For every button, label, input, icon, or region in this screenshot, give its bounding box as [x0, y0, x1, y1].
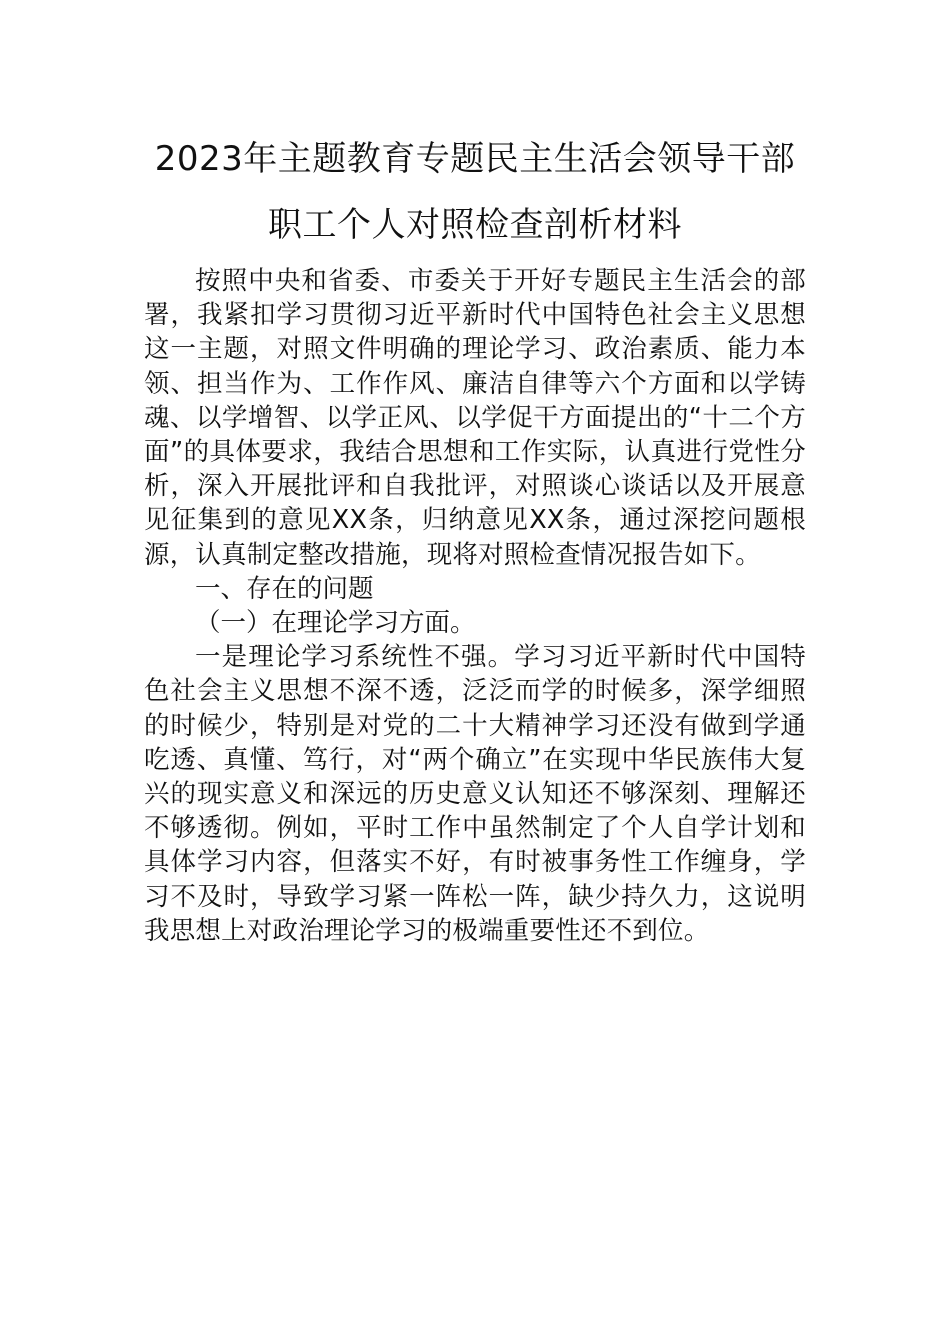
intro-paragraph: 按照中央和省委、市委关于开好专题民主生活会的部署，我紧扣学习贯彻习近平新时代中国特色社会主义思想这一主题，对照文件明确的理论学习、政治素质、能力本领、担当作为、工作作风、廉洁自律等六个方面和以学铸魂、以学增智、以学正风、以学促干方面提出的“十二个方面”的具体要求，我结合思想和工作实际，认真进行党性分析，深入开展批评和自我批评，对照谈心谈话以及开展意见征集到的意见XX条，归纳意见XX条，通过深挖问题根源，认真制定整改措施，现将对照检查情况报告如下。 [144, 266, 806, 570]
section-heading: 一、存在的问题 [195, 573, 374, 604]
document-title-line1: 2023年主题教育专题民主生活会领导干部 [154, 139, 796, 179]
document-title-line2: 职工个人对照检查剖析材料 [268, 205, 682, 245]
body-paragraph: 一是理论学习系统性不强。学习习近平新时代中国特色社会主义思想不深不透，泛泛而学的时候多，深学细照的时候少，特别是对党的二十大精神学习还没有做到学通吃透、真懂、笃行，对“两个确立”在实现中华民族伟大复兴的现实意义和深远的历史意义认知还不够深刻、理解还不够透彻。例如，平时工作中虽然制定了个人自学计划和具体学习内容，但落实不好，有时被事务性工作缠身，学习不及时，导致学习紧一阵松一阵，缺少持久力，这说明我思想上对政治理论学习的极端重要性还不到位。 [144, 642, 806, 946]
document-page [144, 128, 806, 948]
subsection-heading: （一）在理论学习方面。 [195, 608, 476, 639]
